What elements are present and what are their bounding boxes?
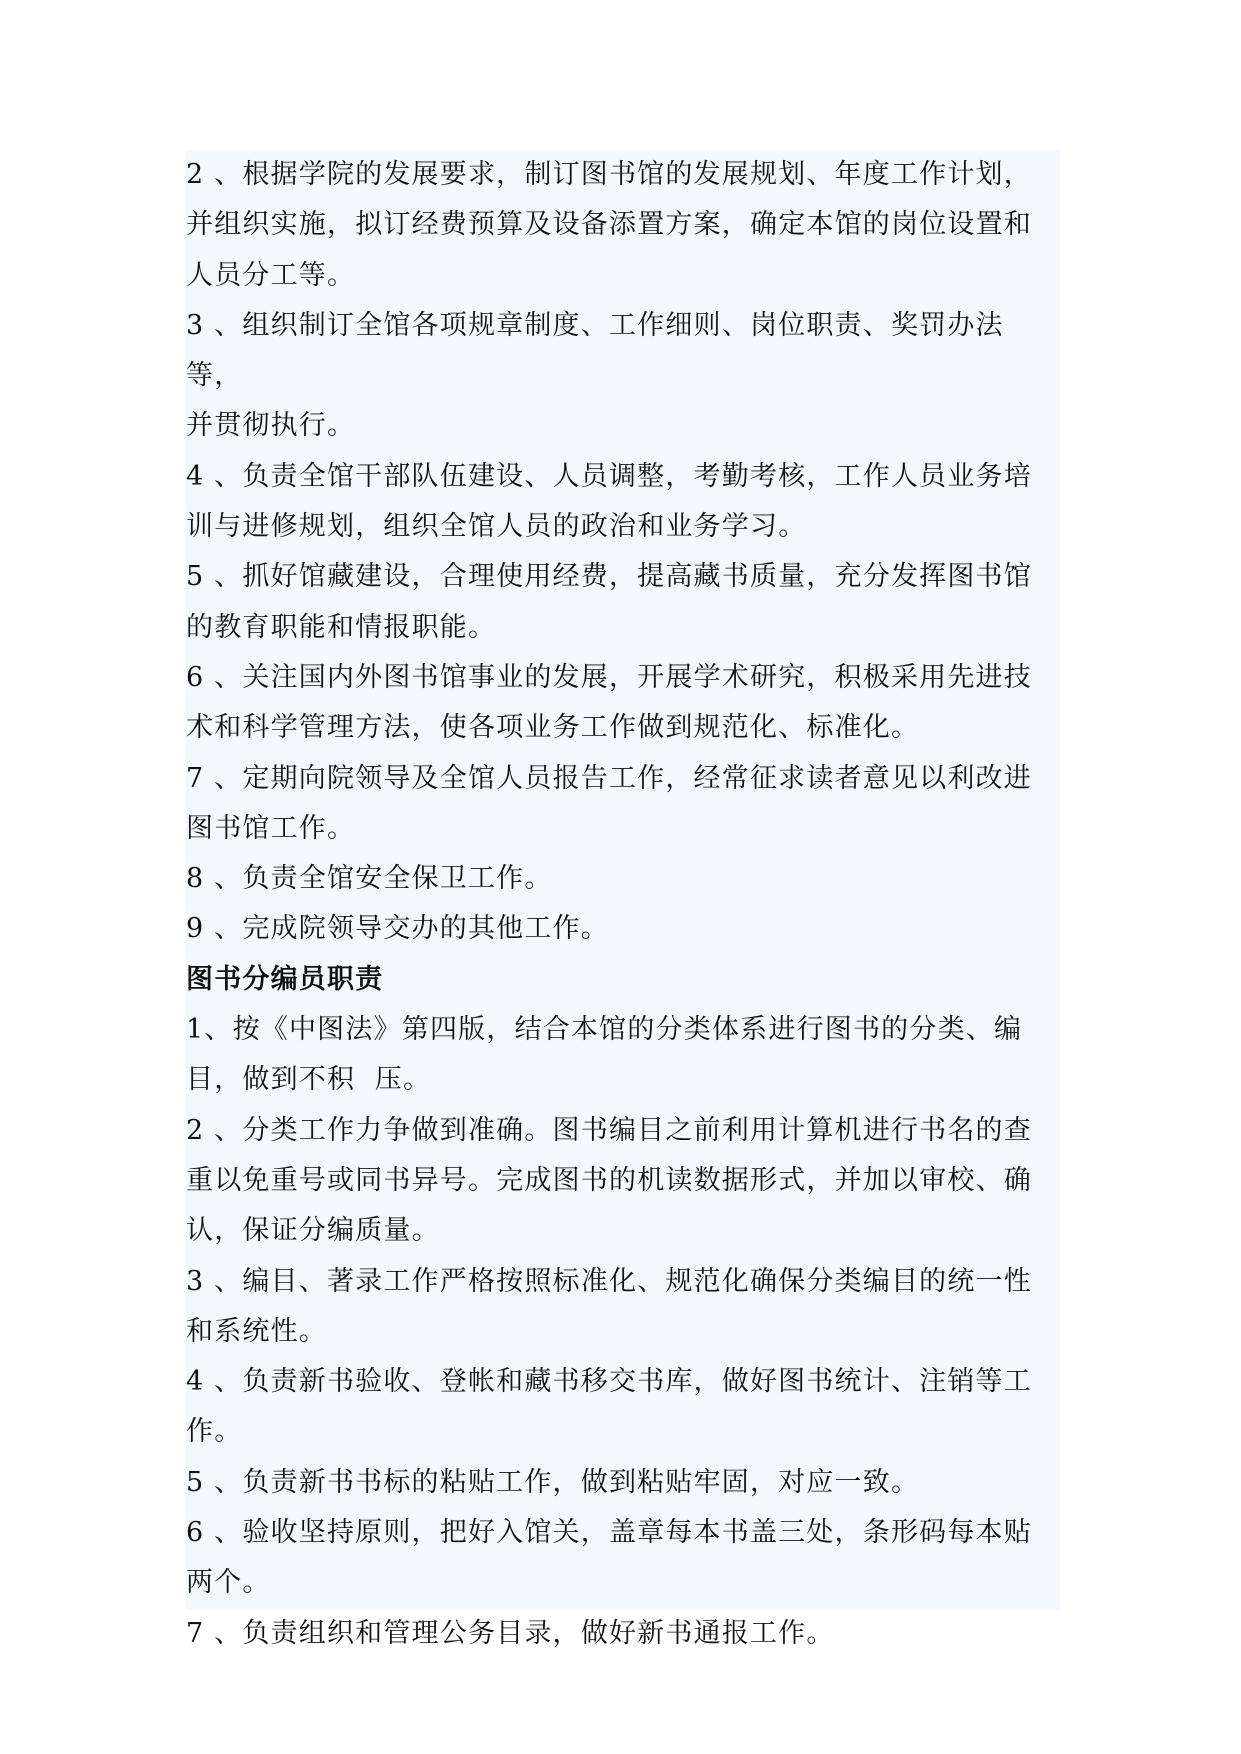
line: 4 、负责新书验收、登帐和藏书移交书库，做好图书统计、注销等工	[186, 1366, 1032, 1398]
line: 9 、完成院领导交办的其他工作。	[186, 913, 609, 945]
line: 6 、验收坚持原则，把好入馆关，盖章每本书盖三处，条形码每本贴	[186, 1517, 1032, 1549]
line: 术和科学管理方法，使各项业务工作做到规范化、标准化。	[186, 712, 920, 744]
line: 目，做到不积 压。	[186, 1064, 432, 1096]
line: 认，保证分编质量。	[186, 1215, 440, 1247]
line: 重以免重号或同书异号。完成图书的机读数据形式，并加以审校、确	[186, 1164, 1032, 1196]
line: 8 、负责全馆安全保卫工作。	[186, 863, 553, 895]
section-heading: 图书分编员职责	[186, 963, 384, 995]
line: 3 、编目、著录工作严格按照标准化、规范化确保分类编目的统一性	[186, 1265, 1032, 1297]
line: 图书馆工作。	[186, 812, 356, 844]
line: 4 、负责全馆干部队伍建设、人员调整，考勤考核，工作人员业务培	[186, 460, 1032, 492]
line: 5 、负责新书书标的粘贴工作，做到粘贴牢固，对应一致。	[186, 1466, 920, 1498]
line: 2 、分类工作力争做到准确。图书编目之前利用计算机进行书名的查	[186, 1114, 1032, 1146]
line: 7 、负责组织和管理公务目录，做好新书通报工作。	[186, 1617, 835, 1649]
line: 和系统性。	[186, 1315, 327, 1347]
line: 训与进修规划，组织全馆人员的政治和业务学习。	[186, 511, 807, 543]
line: 6 、关注国内外图书馆事业的发展，开展学术研究，积极采用先进技	[186, 661, 1032, 693]
line: 3 、组织制订全馆各项规章制度、工作细则、岗位职责、奖罚办法等，	[186, 309, 1004, 392]
line: 5 、抓好馆藏建设，合理使用经费，提高藏书质量，充分发挥图书馆	[186, 561, 1032, 593]
document-body	[186, 150, 1060, 1649]
line: 7 、定期向院领导及全馆人员报告工作，经常征求读者意见以利改进	[186, 762, 1032, 794]
line: 2 、根据学院的发展要求，制订图书馆的发展规划、年度工作计划，	[186, 159, 1032, 190]
line: 两个。	[186, 1567, 271, 1599]
line: 1、按《中图法》第四版，结合本馆的分类体系进行图书的分类、编	[186, 1014, 1023, 1046]
line: 并贯彻执行。	[186, 410, 356, 442]
line: 作。	[186, 1416, 243, 1448]
line: 人员分工等。	[186, 259, 356, 291]
line: 的教育职能和情报职能。	[186, 611, 497, 643]
line: 并组织实施，拟订经费预算及设备添置方案，确定本馆的岗位设置和	[186, 209, 1032, 241]
